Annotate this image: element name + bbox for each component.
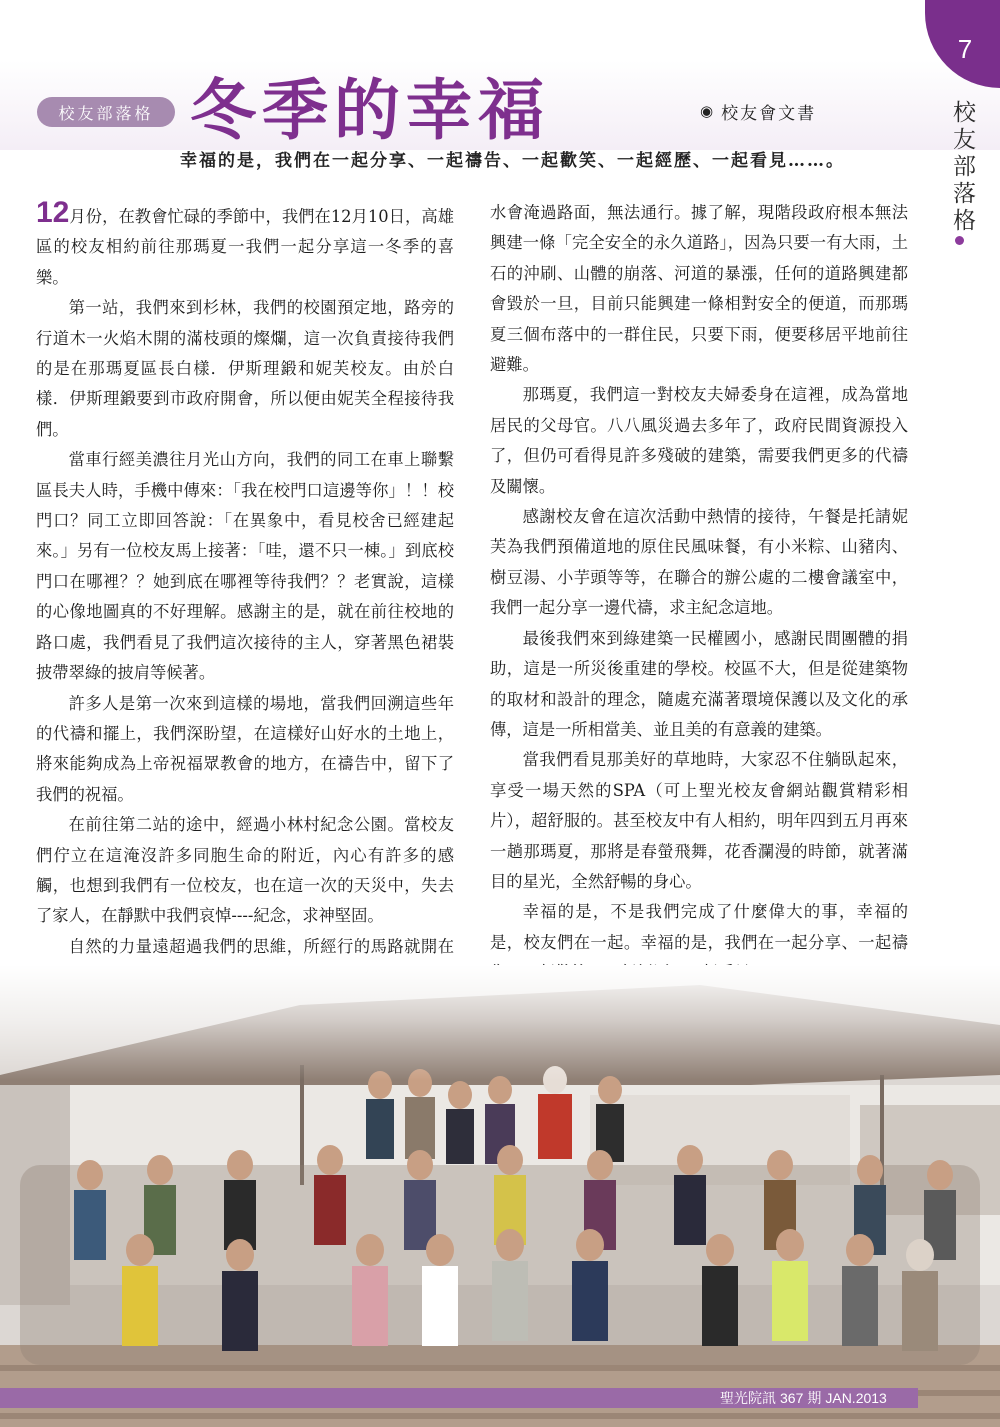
page-number: 7	[957, 34, 973, 64]
bullseye-icon: ◉	[700, 102, 716, 120]
paragraph: 感謝校友會在這次活動中熱情的接待，午餐是托請妮芙為我們預備道地的原住民風味餐，有小米粽、山豬肉、樹豆湯、小芋頭等等，在聯合的辦公處的二樓會議室中，我們一起分享一邊代禱，求主紀念這地。	[490, 507, 908, 618]
paragraph: 當我們看見那美好的草地時，大家忍不住躺臥起來，享受一場天然的SPA（可上聖光校友會網站觀賞精彩相片），超舒服的。甚至校友中有人相約，明年四到五月再來一趟那瑪夏，那將是春螢飛舞，花香瀾漫的時節，就著滿目的星光，全然舒暢的身心。	[490, 750, 908, 891]
paragraph: 在前往第二站的途中，經過小林村紀念公園。當校友們佇立在這淹沒許多同胞生命的附近，內心有許多的感觸，也想到我們有一位校友，也在這一次的天災中，失去了家人，在靜默中我們哀悼----紀念，求神堅固。	[36, 815, 454, 926]
paragraph: 自然的力量遠超過我們的思維，所經行的馬路就開在	[68, 936, 454, 956]
issue-number: 367	[780, 1390, 804, 1406]
footer-issue-info	[720, 1388, 920, 1408]
paragraph: 當車行經美濃往月光山方向，我們的同工在車上聯繫區長夫人時，手機中傳來：「我在校門口這邊等你」！！校門口？同工立即回答說：「在異象中，看見校舍已經建起來。」另有一位校友馬上接著：「哇，還不只一棟。」到底校門口在哪裡？？她到底在哪裡等待我們？？老實說，這樣的心像地圖真的不好理解。感謝主的是，就在前往校地的路口處，我們看見了我們這次接待的主人，穿著黑色裙裝披帶翠綠的披肩等候著。	[36, 450, 454, 683]
article-column-right	[490, 198, 908, 968]
article-subtitle: 幸福的是，我們在一起分享、一起禱告、一起歡笑、一起經歷、一起看見……。	[180, 151, 845, 171]
group-photo	[0, 965, 1000, 1427]
dropcap: 12	[36, 196, 70, 229]
paragraph: 許多人是第一次來到這樣的場地，當我們回溯這些年的代禱和擺上，我們深盼望，在這樣好山好水的土地上，將來能夠成為上帝祝福眾教會的地方，在禱告中，留下了我們的祝福。	[36, 693, 454, 804]
issue-date: JAN.2013	[825, 1390, 887, 1406]
section-label-pill: 校友部落格	[37, 97, 175, 127]
issue-suffix: 期	[807, 1390, 822, 1406]
byline-author: 校友會文書	[721, 103, 817, 124]
paragraph: 第一站，我們來到杉林，我們的校園預定地，路旁的行道木一火焰木開的滿枝頭的燦爛，這一次負責接待我們的是在那瑪夏區長白樣．伊斯理鍛和妮芙校友。由於白樣．伊斯理鍛要到市政府開會，所以便由妮芙全程接待我們。	[36, 298, 454, 439]
paragraph: 最後我們來到綠建築一民權國小，感謝民間團體的捐助，這是一所災後重建的學校。校區不大，但是從建築物的取材和設計的理念，隨處充滿著環境保護以及文化的承傳，這是一所相當美、並且美的有意義的建築。	[490, 628, 908, 739]
article-column-left	[36, 198, 454, 968]
bullet-dot-icon	[955, 236, 964, 245]
paragraph: 那瑪夏，我們這一對校友夫婦委身在這裡，成為當地居民的父母官。八八風災過去多年了，政府民間資源投入了，但仍可看得見許多殘破的建築，需要我們更多的代禱及關懷。	[490, 385, 908, 496]
paragraph: 12月份，在教會忙碌的季節中，我們在12月10日，高雄區的校友相約前往那瑪夏一我們一起分享這一冬季的喜樂。	[36, 196, 454, 287]
paragraph: 水會淹過路面，無法通行。據了解，現階段政府根本無法興建一條「完全安全的永久道路」，因為只要一有大雨，土石的沖刷、山體的崩落、河道的暴漲，任何的道路興建都會毀於一旦，目前只能興建一條相對安全的便道，而那瑪夏三個布落中的一群住民，只要下雨，便要移居平地前往避難。	[490, 203, 908, 375]
article-title: 冬季的幸福	[190, 72, 550, 149]
publication-name: 聖光院訊	[720, 1390, 776, 1406]
side-section-label: 校友部落格	[949, 100, 975, 235]
byline	[700, 98, 920, 124]
paragraph: 幸福的是，不是我們完成了什麼偉大的事，幸福的是，校友們在一起。幸福的是，我們在一起分享、一起禱	[490, 902, 908, 952]
